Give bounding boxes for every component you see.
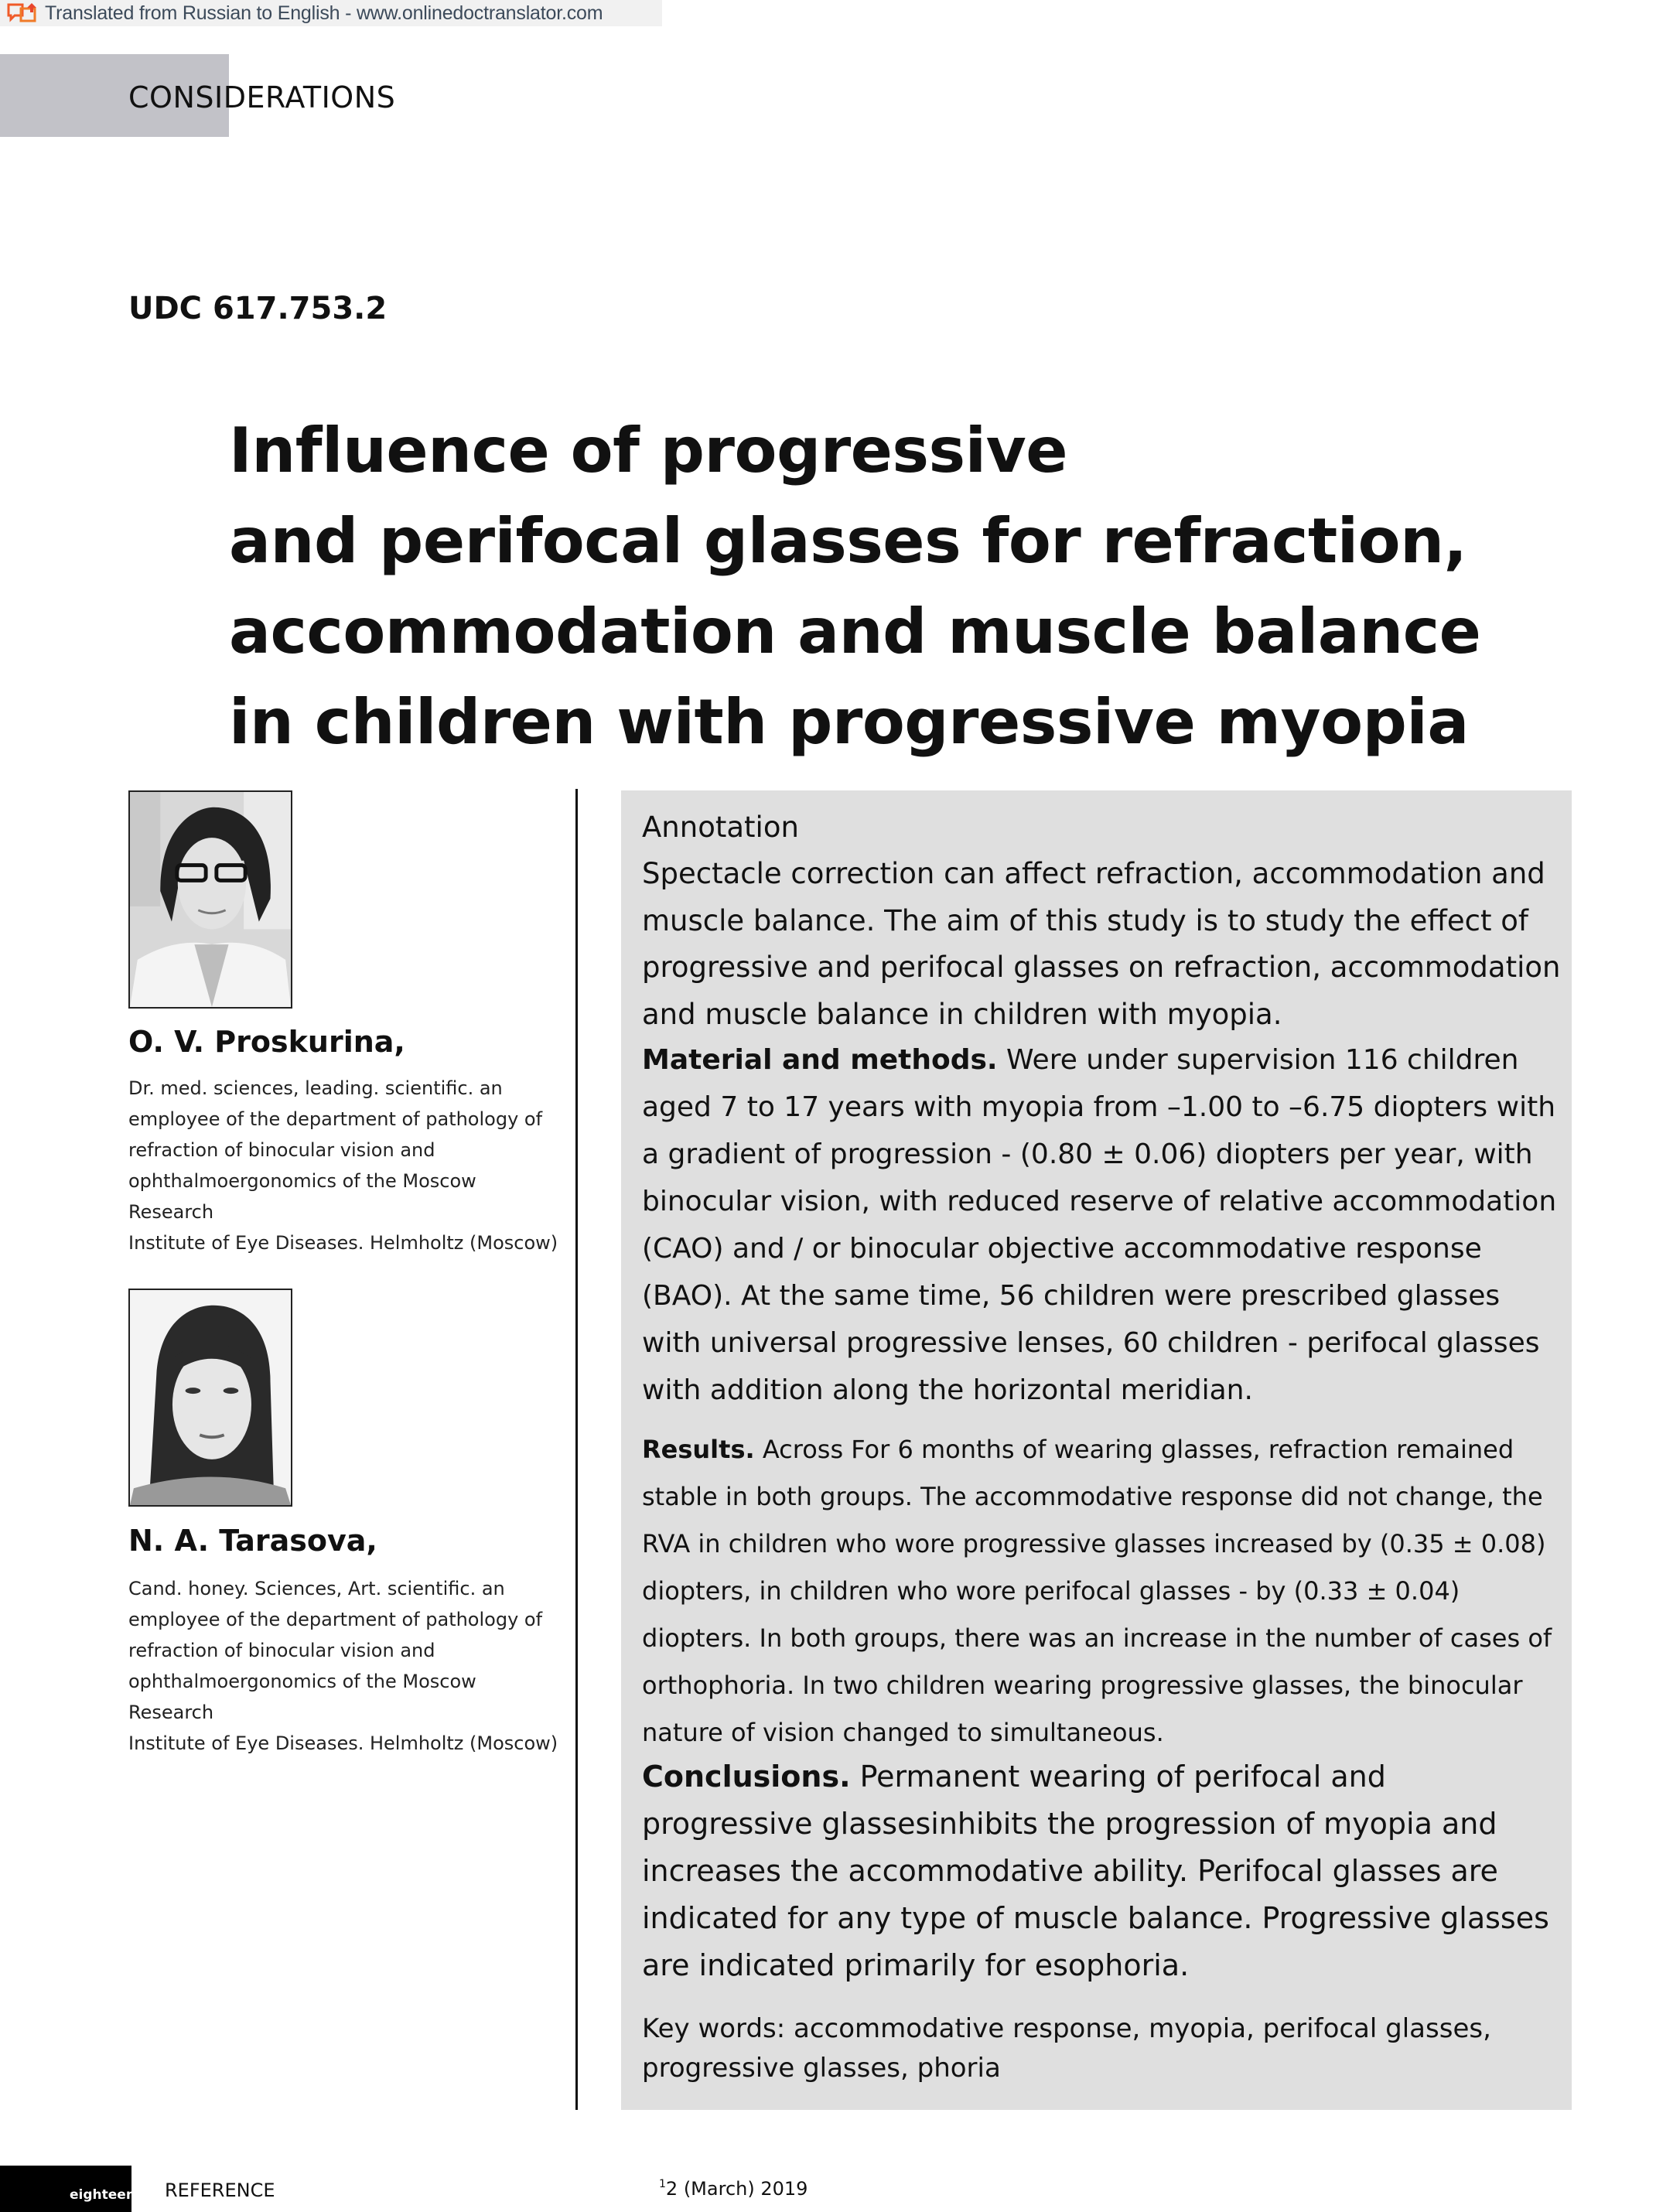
- author-affiliation: [128, 1073, 562, 1258]
- results-text: Across For 6 months of wearing glasses, refraction remained stable in both groups. The accommodative response did not change, the RVA in children who wore progressive glasses increased by (0.35 ± 0.08) diopters, in children who wore perifocal glasses - by (0.33 ± 0.04) diopters. In both groups, there was an increase in the number of cases of orthophoria. In two children wearing progressive glasses, the binocular nature of vision changed to simultaneous.: [642, 1435, 1552, 1747]
- affiliation-line: employee of the department of pathology of: [128, 1609, 543, 1630]
- abstract-keywords: Key words: accommodative response, myopia, perifocal glasses, progressive glasses, phoria: [642, 2013, 1491, 2084]
- author-photo-tarasova: [128, 1289, 292, 1507]
- title-line: and perifocal glasses for refraction,: [229, 505, 1467, 577]
- page-number: eighteen: [70, 2187, 135, 2203]
- affiliation-line: Cand. honey. Sciences, Art. scientific. an: [128, 1578, 505, 1599]
- affiliation-line: employee of the department of pathology of: [128, 1108, 543, 1130]
- affiliation-line: Dr. med. sciences, leading. scientific. an: [128, 1077, 503, 1099]
- abstract-conclusions: [642, 1753, 1562, 1989]
- title-line: in children with progressive myopia: [229, 686, 1469, 758]
- translate-icon: [6, 2, 40, 25]
- affiliation-line: ophthalmoergonomics of the Moscow Research: [128, 1671, 476, 1723]
- author-name: N. A. Tarasova,: [128, 1524, 377, 1558]
- conclusions-text: Permanent wearing of perifocal and progressive glassesinhibits the progression of myopia and increases the accommodative ability. Perifocal glasses are indicated for any type of muscle balance. Progressive glasses are indicated primarily for esophoria.: [642, 1760, 1549, 1982]
- affiliation-line: Institute of Eye Diseases. Helmholtz (Moscow): [128, 1232, 558, 1254]
- conclusions-label: Conclusions.: [642, 1760, 851, 1794]
- abstract-methods: [642, 1036, 1562, 1414]
- abstract-box: [621, 790, 1572, 2110]
- affiliation-line: Institute of Eye Diseases. Helmholtz (Moscow): [128, 1732, 558, 1754]
- author-name: O. V. Proskurina,: [128, 1025, 405, 1059]
- abstract-results: [642, 1426, 1562, 1756]
- author-affiliation: [128, 1573, 562, 1759]
- affiliation-line: refraction of binocular vision and: [128, 1139, 435, 1161]
- section-label: CONSIDERATIONS: [128, 80, 396, 114]
- methods-label: Material and methods.: [642, 1044, 998, 1076]
- methods-text: Were under supervision 116 children aged 7 to 17 years with myopia from –1.00 to –6.75 diopters with a gradient of progression - (0.80 ± 0.06) diopters per year, with binocular vision, with reduced reserve of relative accommodation (CAO) and / or binocular objective accommodative response (BAO). At the same time, 56 children were prescribed glasses with universal progressive lenses, 60 children - perifocal glasses with addition along the horizontal meridian.: [642, 1044, 1557, 1406]
- results-label: Results.: [642, 1435, 755, 1464]
- banner-text[interactable]: Translated from Russian to English - www.onlinedoctranslator.com: [45, 2, 603, 24]
- issue-text: 2 (March) 2019: [665, 2178, 808, 2200]
- abstract-intro: Spectacle correction can affect refraction, accommodation and muscle balance. The aim of this study is to study the effect of progressive and perifocal glasses on refraction, accommodation and muscle balance in children with myopia.: [642, 857, 1561, 1031]
- abstract-heading: Annotation: [642, 811, 799, 844]
- article-title: [229, 405, 1480, 767]
- affiliation-line: refraction of binocular vision and: [128, 1640, 435, 1661]
- affiliation-line: ophthalmoergonomics of the Moscow Research: [128, 1170, 476, 1223]
- title-line: Influence of progressive: [229, 415, 1067, 486]
- issue-superscript: 1: [659, 2178, 666, 2190]
- author-photo-proskurina: [128, 790, 292, 1009]
- journal-name: REFERENCE: [165, 2180, 275, 2201]
- translator-banner[interactable]: [0, 0, 662, 26]
- udc-code: UDC 617.753.2: [128, 291, 388, 326]
- column-divider: [575, 789, 578, 2110]
- title-line: accommodation and muscle balance: [229, 596, 1481, 667]
- issue-info: [659, 2178, 808, 2200]
